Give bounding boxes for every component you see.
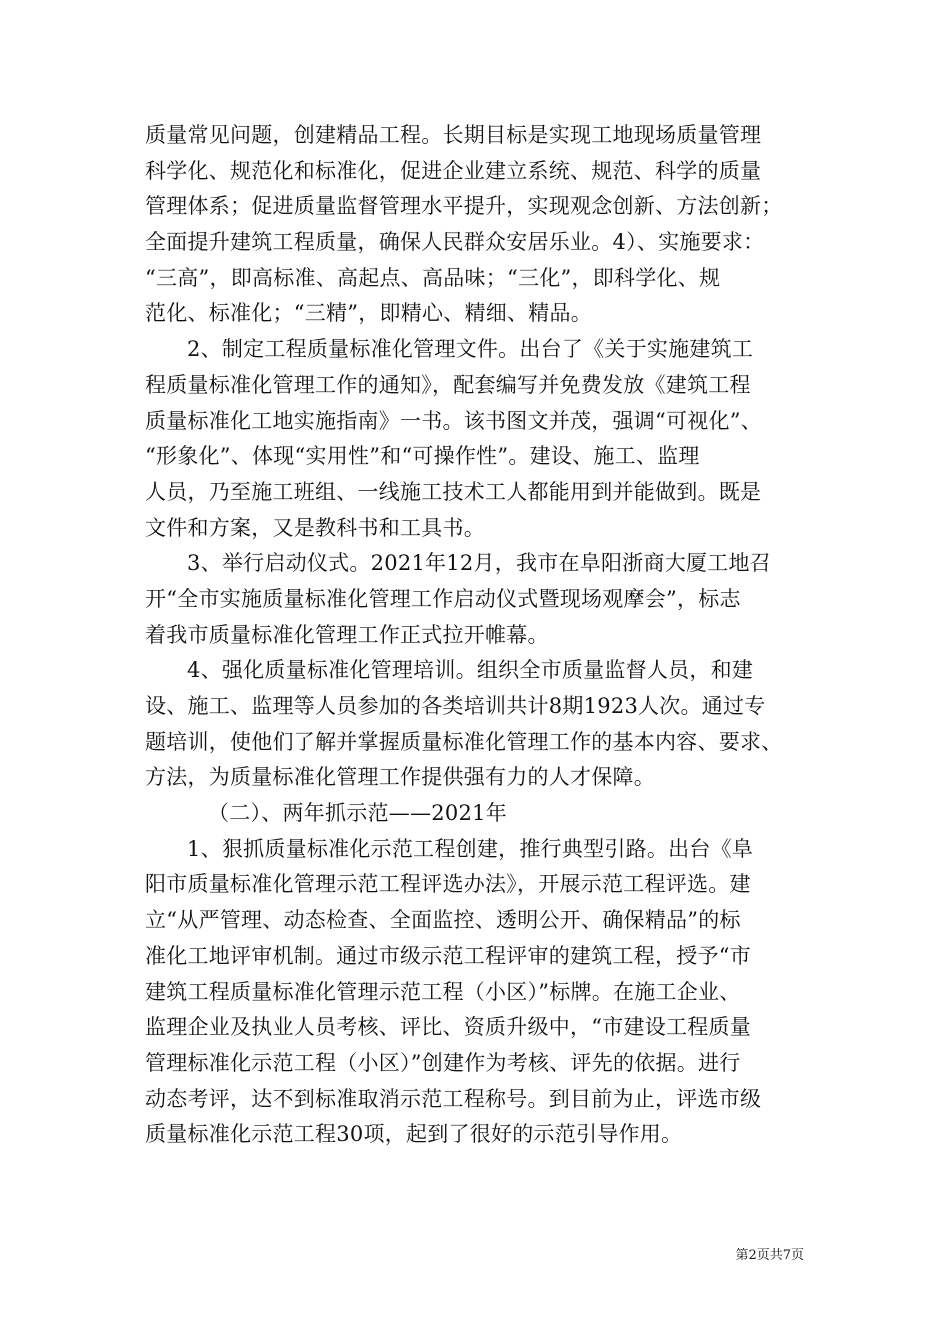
text-line: 程质量标准化管理工作的通知》，配套编写并免费发放《建筑工程 [145,372,751,397]
text-line: 4、强化质量标准化管理培训。组织全市质量监督人员，和建 [187,658,754,683]
text-line: 建筑工程质量标准化管理示范工程（小区）”标牌。在施工企业、 [145,979,741,1004]
text-line: 范化、标准化；“三精”，即精心、精细、精品。 [145,301,592,326]
text-line: 监理企业及执业人员考核、评比、资质升级中，“市建设工程质量 [145,1015,751,1040]
text-line: 科学化、规范化和标准化，促进企业建立系统、规范、科学的质量 [145,158,762,183]
text-line: 质量标准化工地实施指南》一书。该书图文并茂，强调“可视化”、 [145,408,762,433]
text-line: 题培训，使他们了解并掌握质量标准化管理工作的基本内容、要求、 [145,729,783,754]
text-line: 3、举行启动仪式。2021年12月，我市在阜阳浙商大厦工地召 [187,551,772,576]
text-line: 质量标准化示范工程30项，起到了很好的示范引导作用。 [145,1122,683,1147]
page-number: 第2页共7页 [735,1248,804,1263]
text-line: 阳市质量标准化管理示范工程评选办法》，开展示范工程评选。建 [145,872,751,897]
text-line: 管理体系；促进质量监督管理水平提升，实现观念创新、方法创新； [145,194,783,219]
text-line: 人员，乃至施工班组、一线施工技术工人都能用到并能做到。既是 [145,479,762,504]
body-text [145,118,825,1153]
text-line: 质量常见问题，创建精品工程。长期目标是实现工地现场质量管理 [145,123,762,147]
text-line: 动态考评，达不到标准取消示范工程称号。到目前为止，评选市级 [145,1086,762,1111]
text-line: 准化工地评审机制。通过市级示范工程评审的建筑工程，授予“市 [145,943,751,968]
text-line: 方法，为质量标准化管理工作提供强有力的人才保障。 [145,765,655,790]
text-line: （二）、两年抓示范——2021年 [208,801,507,826]
text-line: 管理标准化示范工程（小区）”创建作为考核、评先的依据。进行 [145,1050,741,1075]
text-line: 2、制定工程质量标准化管理文件。出台了《关于实施建筑工 [187,337,754,362]
text-line: 开“全市实施质量标准化管理工作启动仪式暨现场观摩会”，标志 [145,586,741,611]
text-line: 立“从严管理、动态检查、全面监控、透明公开、确保精品”的标 [145,908,741,933]
text-line: 着我市质量标准化管理工作正式拉开帷幕。 [145,622,549,647]
text-line: 1、狠抓质量标准化示范工程创建，推行典型引路。出台《阜 [187,836,754,861]
text-line: “三高”，即高标准、高起点、高品味；“三化”，即科学化、规 [145,265,721,290]
text-line: “形象化”、体现“实用性”和“可操作性”。建设、施工、监理 [145,444,700,469]
text-line: 设、施工、监理等人员参加的各类培训共计8期1923人次。通过专 [145,694,766,718]
text-line: 文件和方案，又是教科书和工具书。 [145,515,485,540]
text-line: 全面提升建筑工程质量，确保人民群众安居乐业。4）、实施要求： [145,230,765,255]
